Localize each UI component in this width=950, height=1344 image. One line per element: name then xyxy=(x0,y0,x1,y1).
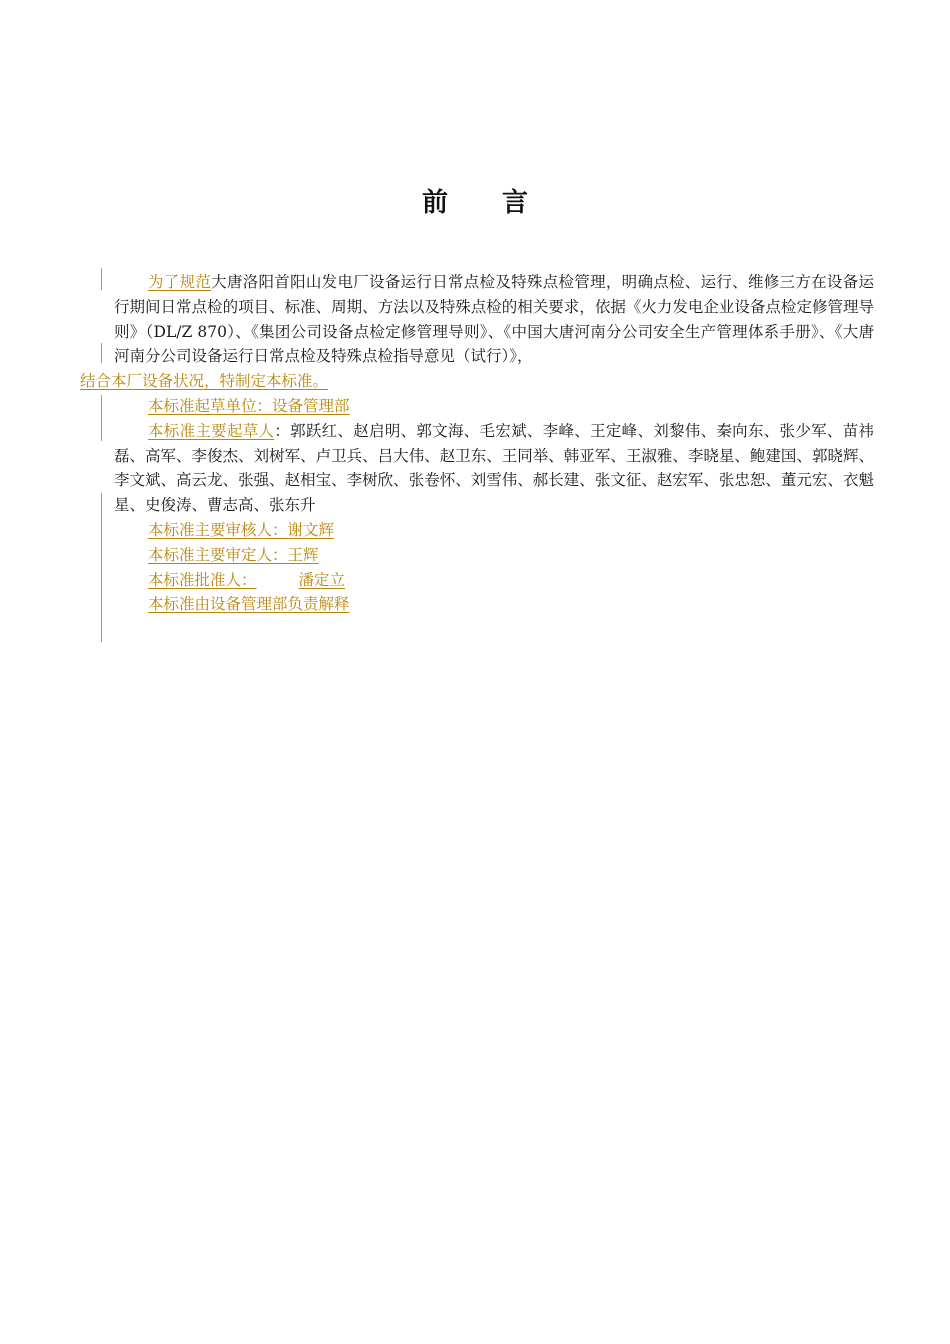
page-title xyxy=(0,182,950,219)
tracked-insertion: 为了规范 xyxy=(148,273,212,291)
tracked-insertion: 本标准由设备管理部负责解释 xyxy=(148,595,350,614)
preface-body xyxy=(80,270,874,617)
change-bar xyxy=(101,343,102,363)
interpretation-line xyxy=(114,592,874,617)
change-bar xyxy=(101,493,102,642)
tracked-insertion xyxy=(148,571,345,589)
tracked-insertion: 结合本厂设备状况，特制定本标准。 xyxy=(80,372,329,391)
intro-paragraph xyxy=(80,270,874,394)
approver-label: 本标准批准人： xyxy=(148,570,257,589)
tracked-insertion: 本标准主要起草人 xyxy=(148,421,275,440)
title-char-2: 言 xyxy=(502,188,529,218)
approver-name: 潘定立 xyxy=(298,570,346,589)
change-bar xyxy=(101,395,102,441)
title-char-1: 前 xyxy=(421,188,448,218)
examiner-line xyxy=(114,543,874,568)
approver-line xyxy=(114,568,874,593)
drafters-names: ：郭跃红、赵启明、郭文海、毛宏斌、李峰、王定峰、刘黎伟、秦向东、张少军、苗祎磊、高军、李俊杰、刘树军、卢卫兵、吕大伟、赵卫东、王同举、韩亚军、王淑雅、李晓星、鲍建国、郭晓辉、李文斌、高云龙、张强、赵相宝、李树欣、张卷怀、刘雪伟、郝长建、张文征、赵宏军、张忠恕、董元宏、衣魁星、史俊涛、曹志高、张东升 xyxy=(114,421,874,515)
drafting-unit-line xyxy=(114,394,874,419)
tracked-insertion: 本标准主要审定人：王辉 xyxy=(148,545,319,564)
intro-body-text: 大唐洛阳首阳山发电厂设备运行日常点检及特殊点检管理，明确点检、运行、维修三方在设备运行期间日常点检的项目、标准、周期、方法以及特殊点检的相关要求，依据《火力发电企业设备点检定修管理导则》（DL/Z 870）、《集团公司设备点检定修管理导则》、《中国大唐河南分公司安全生产管理体系手册》、《大唐河南分公司设备运行日常点检及特殊点检指导意见（试行）》， xyxy=(114,273,874,366)
tracked-insertion: 本标准起草单位：设备管理部 xyxy=(148,396,350,415)
change-bar xyxy=(101,268,102,290)
drafters-paragraph xyxy=(114,419,874,518)
tracked-insertion: 本标准主要审核人：谢文辉 xyxy=(148,520,335,539)
reviewer-line xyxy=(114,518,874,543)
